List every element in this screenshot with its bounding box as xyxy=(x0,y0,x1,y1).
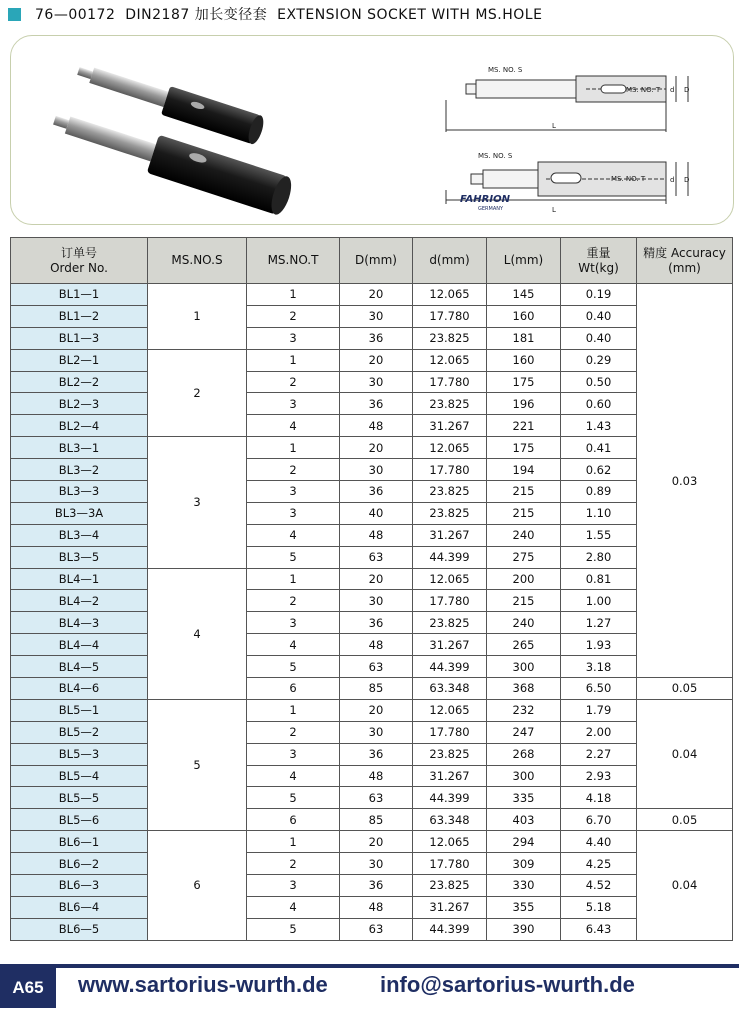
cell-order-no: BL5—5 xyxy=(11,787,148,809)
cell-order-no: BL4—6 xyxy=(11,678,148,700)
cell-D: 63 xyxy=(340,656,413,678)
cell-L: 200 xyxy=(487,568,561,590)
cell-order-no: BL1—2 xyxy=(11,305,148,327)
cell-accuracy: 0.05 xyxy=(637,678,733,700)
cell-d: 17.780 xyxy=(413,371,487,393)
table-row xyxy=(11,284,733,306)
page-header xyxy=(8,4,542,24)
cell-order-no: BL2—3 xyxy=(11,393,148,415)
cell-order-no: BL6—1 xyxy=(11,831,148,853)
label-ms-no-s: MS. NO. S xyxy=(488,66,523,74)
cell-D: 36 xyxy=(340,327,413,349)
cell-d: 17.780 xyxy=(413,721,487,743)
table-row xyxy=(11,327,733,349)
cell-weight: 0.40 xyxy=(561,305,637,327)
cell-d: 31.267 xyxy=(413,896,487,918)
cell-weight: 0.62 xyxy=(561,459,637,481)
cell-D: 30 xyxy=(340,459,413,481)
cell-order-no: BL3—5 xyxy=(11,546,148,568)
cell-ms-s: 2 xyxy=(148,349,247,437)
cell-weight: 5.18 xyxy=(561,896,637,918)
cell-D: 30 xyxy=(340,590,413,612)
table-row xyxy=(11,875,733,897)
cell-order-no: BL4—2 xyxy=(11,590,148,612)
cell-ms-t: 1 xyxy=(247,831,340,853)
cell-d: 23.825 xyxy=(413,875,487,897)
cell-D: 36 xyxy=(340,393,413,415)
cell-weight: 2.27 xyxy=(561,743,637,765)
cell-ms-t: 2 xyxy=(247,590,340,612)
cell-ms-t: 1 xyxy=(247,284,340,306)
cell-order-no: BL5—4 xyxy=(11,765,148,787)
cell-ms-t: 3 xyxy=(247,875,340,897)
page-title: 76—00172 DIN2187 加长变径套 EXTENSION SOCKET WITH MS.HOLE xyxy=(35,7,543,23)
label-ms-no-s-2: MS. NO. S xyxy=(478,152,513,160)
cell-d: 31.267 xyxy=(413,634,487,656)
spec-table xyxy=(10,237,733,941)
cell-order-no: BL4—1 xyxy=(11,568,148,590)
label-d-small-2: d xyxy=(670,176,675,184)
table-header-row xyxy=(11,238,733,284)
label-d-big-2: D xyxy=(684,176,690,184)
cell-D: 36 xyxy=(340,481,413,503)
cell-D: 30 xyxy=(340,853,413,875)
cell-L: 215 xyxy=(487,590,561,612)
cell-order-no: BL4—3 xyxy=(11,612,148,634)
label-ms-no-t: MS. NO. T xyxy=(626,86,661,94)
footer-rule xyxy=(0,964,739,968)
cell-L: 215 xyxy=(487,502,561,524)
cell-L: 355 xyxy=(487,896,561,918)
cell-L: 300 xyxy=(487,656,561,678)
cell-weight: 0.19 xyxy=(561,284,637,306)
cell-d: 23.825 xyxy=(413,612,487,634)
cell-ms-t: 3 xyxy=(247,481,340,503)
cell-L: 232 xyxy=(487,699,561,721)
cell-ms-t: 5 xyxy=(247,787,340,809)
cell-d: 17.780 xyxy=(413,590,487,612)
cell-order-no: BL6—4 xyxy=(11,896,148,918)
cell-weight: 4.25 xyxy=(561,853,637,875)
table-row xyxy=(11,568,733,590)
cell-d: 17.780 xyxy=(413,459,487,481)
cell-L: 300 xyxy=(487,765,561,787)
cell-ms-t: 2 xyxy=(247,305,340,327)
cell-d: 44.399 xyxy=(413,656,487,678)
cell-weight: 4.18 xyxy=(561,787,637,809)
cell-weight: 1.43 xyxy=(561,415,637,437)
cell-weight: 0.50 xyxy=(561,371,637,393)
cell-d: 23.825 xyxy=(413,393,487,415)
header-order: 订单号 Order No. xyxy=(11,238,148,284)
cell-ms-t: 1 xyxy=(247,699,340,721)
cell-L: 275 xyxy=(487,546,561,568)
cell-ms-t: 4 xyxy=(247,524,340,546)
table-row xyxy=(11,787,733,809)
table-row xyxy=(11,502,733,524)
cell-d: 12.065 xyxy=(413,831,487,853)
label-ms-no-t-2: MS. NO. T xyxy=(611,175,646,183)
cell-D: 30 xyxy=(340,305,413,327)
cell-D: 48 xyxy=(340,415,413,437)
cell-D: 63 xyxy=(340,546,413,568)
cell-L: 175 xyxy=(487,437,561,459)
cell-D: 30 xyxy=(340,721,413,743)
cell-order-no: BL5—2 xyxy=(11,721,148,743)
table-row xyxy=(11,546,733,568)
table-row xyxy=(11,721,733,743)
cell-weight: 0.60 xyxy=(561,393,637,415)
cell-D: 36 xyxy=(340,743,413,765)
table-row xyxy=(11,831,733,853)
cell-order-no: BL1—1 xyxy=(11,284,148,306)
brand-sub: GERMANY xyxy=(478,206,504,212)
cell-order-no: BL3—1 xyxy=(11,437,148,459)
cell-d: 63.348 xyxy=(413,678,487,700)
cell-ms-s: 5 xyxy=(148,699,247,830)
table-row xyxy=(11,678,733,700)
cell-ms-s: 1 xyxy=(148,284,247,350)
cell-L: 294 xyxy=(487,831,561,853)
cell-order-no: BL5—1 xyxy=(11,699,148,721)
label-d-big: D xyxy=(684,86,690,94)
cell-weight: 1.93 xyxy=(561,634,637,656)
product-photo xyxy=(41,46,331,216)
cell-D: 20 xyxy=(340,284,413,306)
product-illustration-panel xyxy=(10,35,734,225)
table-row xyxy=(11,634,733,656)
table-row xyxy=(11,656,733,678)
cell-order-no: BL4—4 xyxy=(11,634,148,656)
spec-table-body xyxy=(11,284,733,941)
cell-d: 23.825 xyxy=(413,502,487,524)
cell-D: 40 xyxy=(340,502,413,524)
header-ms-s: MS.NO.S xyxy=(148,238,247,284)
cell-ms-s: 3 xyxy=(148,437,247,568)
cell-ms-t: 1 xyxy=(247,349,340,371)
cell-ms-t: 3 xyxy=(247,393,340,415)
cell-L: 196 xyxy=(487,393,561,415)
cell-D: 36 xyxy=(340,612,413,634)
cell-d: 63.348 xyxy=(413,809,487,831)
cell-ms-t: 2 xyxy=(247,853,340,875)
cell-d: 23.825 xyxy=(413,743,487,765)
table-row xyxy=(11,481,733,503)
cell-weight: 0.89 xyxy=(561,481,637,503)
cell-ms-t: 1 xyxy=(247,568,340,590)
cell-order-no: BL2—4 xyxy=(11,415,148,437)
cell-L: 175 xyxy=(487,371,561,393)
cell-L: 160 xyxy=(487,349,561,371)
cell-weight: 1.27 xyxy=(561,612,637,634)
table-row xyxy=(11,459,733,481)
cell-ms-t: 1 xyxy=(247,437,340,459)
label-length: L xyxy=(552,122,556,130)
cell-L: 215 xyxy=(487,481,561,503)
cell-L: 145 xyxy=(487,284,561,306)
cell-order-no: BL3—4 xyxy=(11,524,148,546)
cell-ms-t: 3 xyxy=(247,502,340,524)
table-row xyxy=(11,393,733,415)
label-length-2: L xyxy=(552,206,556,214)
table-row xyxy=(11,809,733,831)
cell-ms-t: 2 xyxy=(247,459,340,481)
cell-d: 44.399 xyxy=(413,787,487,809)
cell-d: 31.267 xyxy=(413,415,487,437)
cell-D: 63 xyxy=(340,787,413,809)
cell-order-no: BL6—3 xyxy=(11,875,148,897)
cell-order-no: BL3—2 xyxy=(11,459,148,481)
cell-order-no: BL6—5 xyxy=(11,918,148,940)
cell-L: 160 xyxy=(487,305,561,327)
cell-L: 194 xyxy=(487,459,561,481)
cell-L: 240 xyxy=(487,524,561,546)
table-row xyxy=(11,415,733,437)
cell-ms-t: 4 xyxy=(247,415,340,437)
cell-weight: 1.79 xyxy=(561,699,637,721)
technical-drawing xyxy=(426,50,706,220)
cell-order-no: BL5—6 xyxy=(11,809,148,831)
cell-d: 23.825 xyxy=(413,327,487,349)
table-row xyxy=(11,371,733,393)
cell-weight: 0.29 xyxy=(561,349,637,371)
header-L: L(mm) xyxy=(487,238,561,284)
cell-D: 63 xyxy=(340,918,413,940)
cell-ms-t: 6 xyxy=(247,809,340,831)
cell-L: 221 xyxy=(487,415,561,437)
cell-d: 12.065 xyxy=(413,284,487,306)
cell-ms-s: 6 xyxy=(148,831,247,940)
cell-weight: 0.40 xyxy=(561,327,637,349)
header-weight: 重量 Wt(kg) xyxy=(561,238,637,284)
label-d-small: d xyxy=(670,86,675,94)
table-row xyxy=(11,743,733,765)
cell-L: 181 xyxy=(487,327,561,349)
cell-ms-t: 5 xyxy=(247,656,340,678)
cell-D: 20 xyxy=(340,349,413,371)
cell-L: 330 xyxy=(487,875,561,897)
cell-D: 20 xyxy=(340,699,413,721)
table-row xyxy=(11,765,733,787)
cell-weight: 3.18 xyxy=(561,656,637,678)
cell-d: 31.267 xyxy=(413,765,487,787)
cell-d: 31.267 xyxy=(413,524,487,546)
cell-weight: 1.00 xyxy=(561,590,637,612)
cell-L: 265 xyxy=(487,634,561,656)
cell-D: 48 xyxy=(340,634,413,656)
cell-order-no: BL4—5 xyxy=(11,656,148,678)
cell-d: 23.825 xyxy=(413,481,487,503)
cell-L: 268 xyxy=(487,743,561,765)
cell-weight: 0.41 xyxy=(561,437,637,459)
table-row xyxy=(11,590,733,612)
cell-order-no: BL3—3 xyxy=(11,481,148,503)
cell-order-no: BL2—2 xyxy=(11,371,148,393)
cell-order-no: BL6—2 xyxy=(11,853,148,875)
cell-weight: 6.70 xyxy=(561,809,637,831)
cell-D: 48 xyxy=(340,896,413,918)
table-row xyxy=(11,896,733,918)
cell-d: 12.065 xyxy=(413,437,487,459)
table-row xyxy=(11,437,733,459)
cell-order-no: BL5—3 xyxy=(11,743,148,765)
cell-ms-t: 5 xyxy=(247,546,340,568)
header-D: D(mm) xyxy=(340,238,413,284)
cell-ms-t: 4 xyxy=(247,896,340,918)
header-d: d(mm) xyxy=(413,238,487,284)
cell-accuracy: 0.03 xyxy=(637,284,733,678)
cell-L: 335 xyxy=(487,787,561,809)
cell-ms-t: 5 xyxy=(247,918,340,940)
cell-weight: 2.00 xyxy=(561,721,637,743)
cell-order-no: BL1—3 xyxy=(11,327,148,349)
cell-ms-t: 4 xyxy=(247,765,340,787)
cell-d: 44.399 xyxy=(413,918,487,940)
cell-weight: 4.40 xyxy=(561,831,637,853)
email-link[interactable]: info@sartorius-wurth.de xyxy=(380,972,635,997)
table-row xyxy=(11,349,733,371)
cell-weight: 4.52 xyxy=(561,875,637,897)
cell-D: 85 xyxy=(340,809,413,831)
cell-ms-t: 3 xyxy=(247,743,340,765)
cell-accuracy: 0.04 xyxy=(637,831,733,940)
cell-L: 368 xyxy=(487,678,561,700)
cell-weight: 0.81 xyxy=(561,568,637,590)
cell-L: 247 xyxy=(487,721,561,743)
cell-weight: 6.50 xyxy=(561,678,637,700)
table-row xyxy=(11,853,733,875)
cell-D: 20 xyxy=(340,568,413,590)
cell-weight: 2.93 xyxy=(561,765,637,787)
cell-D: 20 xyxy=(340,831,413,853)
page-number: A65 xyxy=(0,968,56,1008)
cell-accuracy: 0.05 xyxy=(637,809,733,831)
website-link[interactable]: www.sartorius-wurth.de xyxy=(78,972,328,997)
cell-D: 48 xyxy=(340,765,413,787)
header-ms-t: MS.NO.T xyxy=(247,238,340,284)
cell-weight: 6.43 xyxy=(561,918,637,940)
cell-d: 12.065 xyxy=(413,699,487,721)
cell-weight: 2.80 xyxy=(561,546,637,568)
cell-accuracy: 0.04 xyxy=(637,699,733,808)
cell-D: 20 xyxy=(340,437,413,459)
cell-d: 17.780 xyxy=(413,305,487,327)
table-row xyxy=(11,918,733,940)
cell-d: 17.780 xyxy=(413,853,487,875)
cell-d: 12.065 xyxy=(413,349,487,371)
cell-ms-t: 6 xyxy=(247,678,340,700)
cell-D: 30 xyxy=(340,371,413,393)
table-row xyxy=(11,699,733,721)
cell-order-no: BL2—1 xyxy=(11,349,148,371)
cell-ms-t: 2 xyxy=(247,721,340,743)
cell-ms-t: 3 xyxy=(247,327,340,349)
cell-ms-t: 4 xyxy=(247,634,340,656)
cell-L: 240 xyxy=(487,612,561,634)
table-row xyxy=(11,524,733,546)
table-row xyxy=(11,612,733,634)
section-marker-icon xyxy=(8,8,21,21)
cell-ms-s: 4 xyxy=(148,568,247,699)
cell-d: 12.065 xyxy=(413,568,487,590)
header-accuracy: 精度 Accuracy (mm) xyxy=(637,238,733,284)
cell-D: 85 xyxy=(340,678,413,700)
table-row xyxy=(11,305,733,327)
cell-L: 403 xyxy=(487,809,561,831)
brand-logo: FAHRION xyxy=(460,194,510,205)
cell-ms-t: 2 xyxy=(247,371,340,393)
cell-L: 390 xyxy=(487,918,561,940)
page-footer xyxy=(0,964,739,1008)
cell-order-no: BL3—3A xyxy=(11,502,148,524)
cell-D: 48 xyxy=(340,524,413,546)
cell-ms-t: 3 xyxy=(247,612,340,634)
cell-L: 309 xyxy=(487,853,561,875)
cell-weight: 1.10 xyxy=(561,502,637,524)
cell-d: 44.399 xyxy=(413,546,487,568)
cell-weight: 1.55 xyxy=(561,524,637,546)
cell-D: 36 xyxy=(340,875,413,897)
